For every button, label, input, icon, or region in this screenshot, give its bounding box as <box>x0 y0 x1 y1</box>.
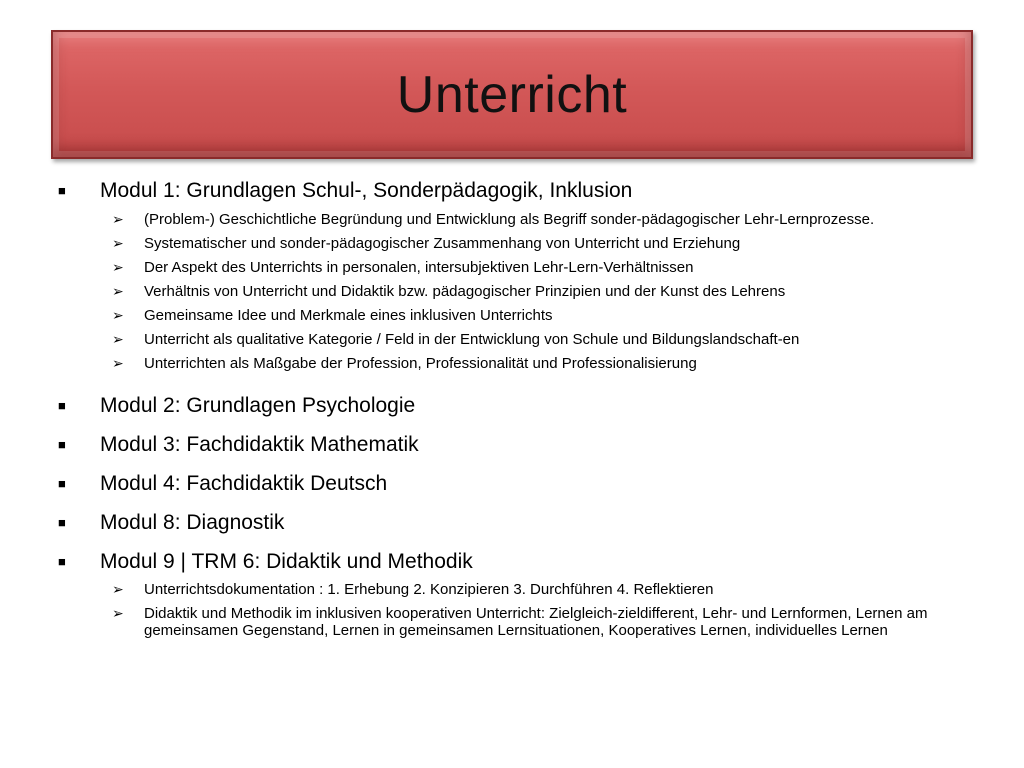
module-1-sublist <box>112 211 958 372</box>
module-9 <box>58 549 958 575</box>
square-bullet-icon: ■ <box>58 515 66 530</box>
arrow-bullet-icon: ➢ <box>112 605 124 621</box>
square-bullet-icon: ■ <box>58 183 66 198</box>
slide-content <box>58 178 958 646</box>
module-4 <box>58 471 958 497</box>
arrow-bullet-icon: ➢ <box>112 307 124 323</box>
module-3 <box>58 432 958 458</box>
arrow-bullet-icon: ➢ <box>112 331 124 347</box>
list-item: ➢ Unterricht als qualitative Kategorie / Feld in der Entwicklung von Schule und Bildungslandschaft-en <box>112 331 800 348</box>
list-item: ➢ Unterrichtsdokumentation : 1. Erhebung 2. Konzipieren 3. Durchführen 4. Reflektieren <box>112 581 714 598</box>
module-label: Modul 1: Grundlagen Schul-, Sonderpädagogik, Inklusion <box>100 179 633 202</box>
module-label: Modul 9 | TRM 6: Didaktik und Methodik <box>100 550 473 573</box>
list-item: ➢ Gemeinsame Idee und Merkmale eines inklusiven Unterrichts <box>112 307 553 324</box>
module-label: Modul 2: Grundlagen Psychologie <box>100 394 416 417</box>
arrow-bullet-icon: ➢ <box>112 581 124 597</box>
module-2 <box>58 393 958 419</box>
list-item: ➢ Der Aspekt des Unterrichts in personalen, intersubjektiven Lehr-Lern-Verhältnissen <box>112 259 694 276</box>
square-bullet-icon: ■ <box>58 476 66 491</box>
list-item: ➢ Didaktik und Methodik im inklusiven kooperativen Unterricht: Zielgleich-zieldifferent, Lehr- und Lernformen, Lernen am gemeinsamen Gegenstand, Lernen in gemeinsamen Lernsituationen, Kooperatives Lernen, individuelles Lernen <box>112 605 928 639</box>
arrow-bullet-icon: ➢ <box>112 211 124 227</box>
module-label: Modul 8: Diagnostik <box>100 511 285 534</box>
list-item: ➢ Verhältnis von Unterricht und Didaktik bzw. pädagogischer Prinzipien und der Kunst des Lehrens <box>112 283 786 300</box>
module-9-sublist <box>112 581 958 639</box>
square-bullet-icon: ■ <box>58 437 66 452</box>
module-label: Modul 3: Fachdidaktik Mathematik <box>100 433 419 456</box>
arrow-bullet-icon: ➢ <box>112 259 124 275</box>
list-item: ➢ Systematischer und sonder-pädagogischer Zusammenhang von Unterricht und Erziehung <box>112 235 741 252</box>
module-label: Modul 4: Fachdidaktik Deutsch <box>100 472 388 495</box>
arrow-bullet-icon: ➢ <box>112 235 124 251</box>
square-bullet-icon: ■ <box>58 398 66 413</box>
list-item: ➢ Unterrichten als Maßgabe der Profession, Professionalität und Professionalisierung <box>112 355 697 372</box>
module-8 <box>58 510 958 536</box>
title-banner <box>51 30 973 159</box>
slide-title: Unterricht <box>396 65 628 124</box>
square-bullet-icon: ■ <box>58 554 66 569</box>
arrow-bullet-icon: ➢ <box>112 355 124 371</box>
spacer <box>58 379 958 393</box>
list-item: ➢ (Problem-) Geschichtliche Begründung und Entwicklung als Begriff sonder-pädagogischer Lehr-Lernprozesse. <box>112 211 875 228</box>
module-1 <box>58 178 958 204</box>
arrow-bullet-icon: ➢ <box>112 283 124 299</box>
